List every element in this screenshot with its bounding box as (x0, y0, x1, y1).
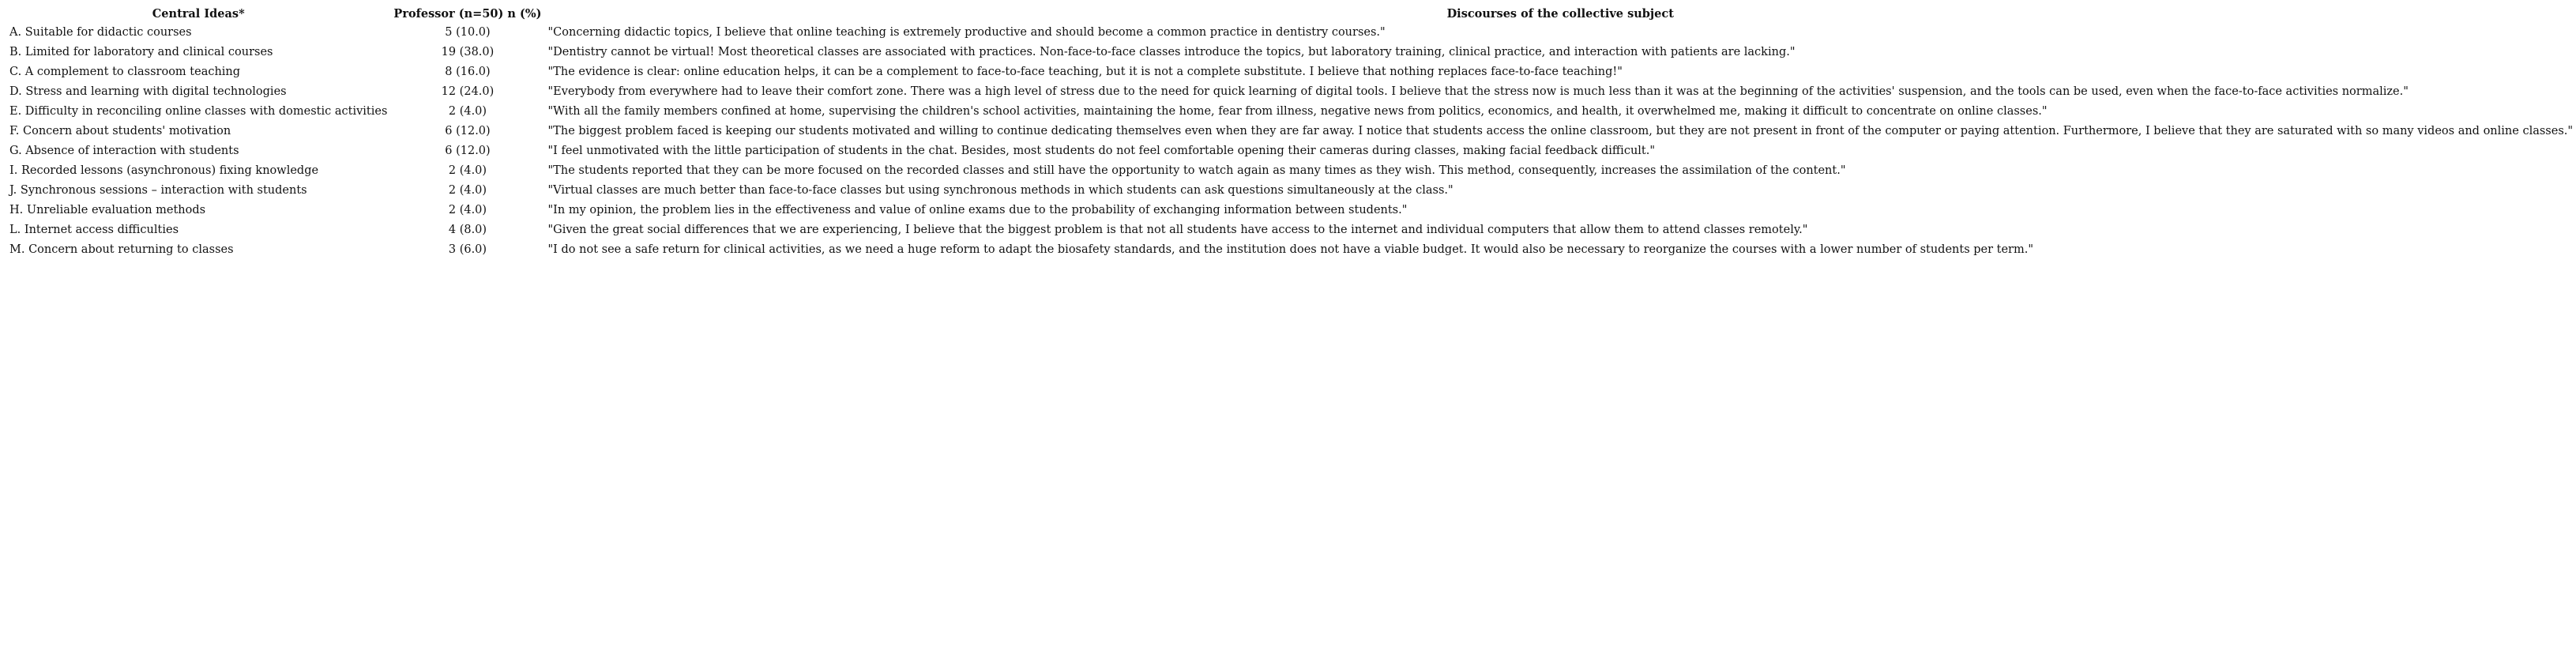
professor-count-cell: 2 (4.0) (448, 104, 487, 118)
professor-count-cell: 5 (10.0) (445, 25, 491, 39)
table-row (6, 121, 2576, 141)
central-idea-cell: I. Recorded lessons (asynchronous) fixing knowledge (9, 164, 319, 177)
central-idea-cell: G. Absence of interaction with students (9, 144, 239, 157)
professor-count-cell: 6 (12.0) (445, 144, 491, 157)
table-row (6, 220, 2576, 239)
professor-count-cell: 4 (8.0) (448, 223, 487, 236)
header-professor: Professor (n=50) n (%) (393, 6, 542, 21)
central-idea-cell: M. Concern about returning to classes (9, 243, 234, 256)
discourse-cell: "I feel unmotivated with the little participation of students in the chat. Besides, most students do not feel comfortable opening their cameras during classes, making facial feedback difficult." (547, 144, 1656, 157)
central-idea-cell: L. Internet access difficulties (9, 223, 179, 236)
table-row (6, 42, 2576, 62)
discourse-cell: "Everybody from everywhere had to leave their comfort zone. There was a high level of stress due to the need for quick learning of digital tools. I believe that the stress now is much less than it was at the beginning of the activities' suspension, and the tools can be used, even when the face-to-face activities normalize." (547, 85, 2409, 98)
table-row (6, 180, 2576, 200)
professor-count-cell: 6 (12.0) (445, 124, 491, 137)
header-discourses: Discourses of the collective subject (1446, 6, 1674, 21)
table-row (6, 141, 2576, 160)
table-row (6, 81, 2576, 101)
table-row (6, 160, 2576, 180)
discourse-cell: "The biggest problem faced is keeping our students motivated and willing to continue dedicating themselves even when they are far away. I notice that students access the online classroom, but they are not present in front of the computer or paying attention. Furthermore, I believe that they are saturated with so many videos and online classes." (547, 124, 2574, 137)
central-idea-cell: J. Synchronous sessions – interaction with students (9, 183, 307, 197)
central-idea-cell: F. Concern about students' motivation (9, 124, 231, 137)
discourse-cell: "With all the family members confined at home, supervising the children's school activities, maintaining the home, fear from illness, negative news from politics, economics, and health, it overwhelmed me, making it difficult to concentrate on online classes." (547, 104, 2048, 118)
table-row (6, 22, 2576, 42)
header-row (6, 5, 2576, 22)
table-row (6, 101, 2576, 121)
central-ideas-table (6, 5, 2576, 259)
professor-count-cell: 3 (6.0) (448, 243, 487, 256)
professor-count-cell: 8 (16.0) (445, 65, 491, 78)
discourse-cell: "Virtual classes are much better than face-to-face classes but using synchronous methods in which students can ask questions simultaneously at the class." (547, 183, 1453, 197)
discourse-cell: "Given the great social differences that we are experiencing, I believe that the biggest problem is that not all students have access to the internet and individual computers that allow them to attend classes remotely." (547, 223, 1808, 236)
discourse-cell: "The evidence is clear: online education helps, it can be a complement to face-to-face teaching, but it is not a complete substitute. I believe that nothing replaces face-to-face teaching!" (547, 65, 1623, 78)
table-row (6, 200, 2576, 220)
central-idea-cell: A. Suitable for didactic courses (9, 25, 192, 39)
central-idea-cell: B. Limited for laboratory and clinical courses (9, 45, 273, 58)
header-central-ideas: Central Ideas* (152, 6, 245, 21)
table-header (6, 5, 2576, 22)
professor-count-cell: 2 (4.0) (448, 183, 487, 197)
discourse-cell: "I do not see a safe return for clinical activities, as we need a huge reform to adapt the biosafety standards, and the institution does not have a viable budget. It would also be necessary to reorganize the courses with a lower number of students per term." (547, 243, 2034, 256)
central-idea-cell: C. A complement to classroom teaching (9, 65, 241, 78)
table-row (6, 239, 2576, 259)
professor-count-cell: 12 (24.0) (441, 85, 495, 98)
discourse-cell: "Dentistry cannot be virtual! Most theoretical classes are associated with practices. Non-face-to-face classes introduce the topics, but laboratory training, clinical practice, and interaction with patients are lacking." (547, 45, 1796, 58)
central-idea-cell: H. Unreliable evaluation methods (9, 203, 206, 216)
discourse-cell: "In my opinion, the problem lies in the effectiveness and value of online exams due to the probability of exchanging information between students." (547, 203, 1408, 216)
document-page (0, 0, 2574, 259)
table-body (6, 22, 2576, 259)
professor-count-cell: 19 (38.0) (441, 45, 495, 58)
discourse-cell: "Concerning didactic topics, I believe that online teaching is extremely productive and should become a common practice in dentistry courses." (547, 25, 1386, 39)
professor-count-cell: 2 (4.0) (448, 203, 487, 216)
table-row (6, 62, 2576, 81)
discourse-cell: "The students reported that they can be more focused on the recorded classes and still have the opportunity to watch again as many times as they wish. This method, consequently, increases the assimilation of the content." (547, 164, 1846, 177)
central-idea-cell: D. Stress and learning with digital technologies (9, 85, 287, 98)
central-idea-cell: E. Difficulty in reconciling online classes with domestic activities (9, 104, 388, 118)
professor-count-cell: 2 (4.0) (448, 164, 487, 177)
